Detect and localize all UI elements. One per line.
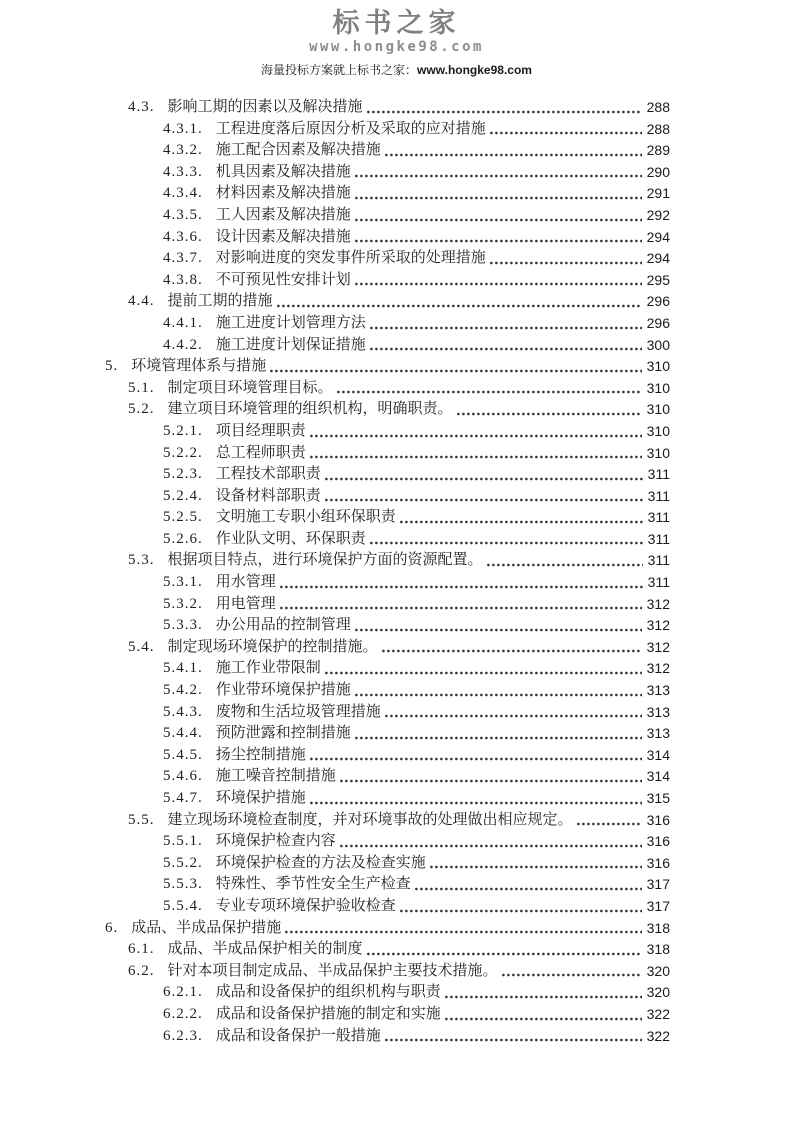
toc-entry-number: 5. [105, 358, 119, 375]
toc-entry [105, 658, 670, 680]
toc-entry-page: 312 [646, 617, 670, 634]
toc-entry-title: 环境保护检查的方法及检查实施 [215, 854, 426, 871]
toc-entry-number: 5.4.3. [163, 703, 203, 720]
toc-leader-dots [270, 369, 641, 373]
toc-entry-page: 310 [646, 401, 670, 418]
toc-entry-page: 320 [646, 984, 670, 1001]
toc-entry [105, 615, 670, 637]
toc-entry [105, 594, 670, 616]
toc-entry-page: 296 [646, 314, 670, 331]
toc-entry-title: 扬尘控制措施 [215, 746, 306, 763]
toc-entry-number: 5.3. [128, 552, 155, 569]
toc-entry-page: 312 [646, 638, 670, 655]
toc-entry [105, 939, 670, 961]
toc-entry-number: 5.2.4. [163, 487, 203, 504]
toc-leader-dots [382, 649, 642, 653]
toc-entry-title: 施工进度计划保证措施 [215, 336, 366, 353]
toc-leader-dots [325, 671, 642, 675]
toc-entry-title: 用水管理 [215, 574, 276, 591]
toc-entry-number: 5.4.7. [163, 790, 203, 806]
toc-leader-dots [502, 973, 642, 977]
toc-entry-number: 5.3.3. [163, 617, 203, 634]
toc-entry-page: 289 [646, 142, 670, 159]
toc-entry [105, 270, 670, 292]
site-tagline [0, 63, 793, 77]
toc-entry [105, 291, 670, 313]
toc-entry-number: 4.4. [128, 293, 155, 310]
toc-entry-number: 5.5.2. [163, 854, 203, 871]
toc-entry-title: 项目经理职责 [215, 422, 306, 439]
toc-entry [105, 421, 670, 443]
toc-entry-number: 6.2.2. [163, 1005, 203, 1022]
toc-entry-number: 4.4.2. [163, 336, 203, 353]
toc-entry-title: 成品和设备保护的组织机构与职责 [215, 984, 441, 1001]
toc-entry-number: 4.3.1. [163, 120, 203, 137]
toc-entry-number: 5.2.6. [163, 530, 203, 547]
toc-entry-title: 设计因素及解决措施 [215, 228, 351, 245]
toc-entry-title: 总工程师职责 [215, 444, 306, 461]
toc-entry [105, 140, 670, 162]
toc-entry-number: 6.2. [128, 962, 155, 979]
toc-entry-page: 313 [646, 725, 670, 742]
toc-entry-title: 作业带环境保护措施 [215, 682, 351, 699]
toc-entry [105, 723, 670, 745]
toc-entry-title: 废物和生活垃圾管理措施 [215, 703, 381, 720]
toc-entry-page: 310 [646, 444, 670, 461]
toc-entry [105, 572, 670, 594]
toc-leader-dots [385, 1038, 642, 1042]
toc-entry-number: 5.5.4. [163, 897, 203, 914]
toc-entry-title: 设备材料部职责 [215, 487, 321, 504]
tagline-prefix: 海量投标方案就上标书之家： [261, 63, 418, 77]
toc-entry-title: 文明施工专职小组环保职责 [215, 509, 396, 526]
toc-entry-number: 5.2.2. [163, 444, 203, 461]
toc-leader-dots [355, 196, 642, 200]
toc-entry [105, 205, 670, 227]
toc-entry-page: 320 [646, 962, 670, 979]
toc-leader-dots [325, 498, 643, 502]
toc-entry-number: 5.1. [128, 379, 155, 396]
toc-entry-title: 成品和设备保护一般措施 [215, 1027, 381, 1044]
toc-entry-page: 317 [646, 876, 670, 893]
toc-entry-page: 288 [646, 120, 670, 137]
toc-leader-dots [577, 822, 642, 826]
toc-leader-dots [285, 930, 641, 934]
toc-entry-title: 工程进度落后原因分析及采取的应对措施 [215, 120, 486, 137]
toc-entry [105, 464, 670, 486]
toc-entry-title: 影响工期的因素以及解决措施 [167, 99, 363, 115]
toc-entry [105, 399, 670, 421]
toc-entry-page: 316 [646, 854, 670, 871]
toc-leader-dots [385, 153, 642, 157]
toc-entry [105, 1026, 670, 1048]
toc-entry [105, 1004, 670, 1026]
toc-entry-number: 6. [105, 919, 119, 936]
toc-entry-title: 作业队文明、环保职责 [215, 530, 366, 547]
toc-entry-page: 311 [647, 530, 670, 547]
toc-entry-page: 300 [646, 336, 670, 353]
toc-leader-dots [430, 865, 642, 869]
toc-entry [105, 788, 670, 810]
toc-entry-page: 312 [646, 660, 670, 677]
toc-entry-page: 288 [646, 99, 670, 115]
toc-entry-number: 5.4.2. [163, 682, 203, 699]
toc-entry-page: 313 [646, 682, 670, 699]
toc-entry-title: 对影响进度的突发事件所采取的处理措施 [215, 250, 486, 267]
toc-entry-number: 4.3.4. [163, 185, 203, 202]
toc-leader-dots [355, 239, 642, 243]
toc-entry [105, 702, 670, 724]
toc-entry-number: 5.4. [128, 638, 155, 655]
toc-entry-page: 312 [646, 595, 670, 612]
toc-entry-number: 4.3.5. [163, 206, 203, 223]
toc-entry [105, 961, 670, 983]
toc-leader-dots [310, 801, 642, 805]
toc-entry-page: 318 [646, 919, 670, 936]
toc-entry-page: 314 [646, 746, 670, 763]
toc-entry [105, 680, 670, 702]
toc-leader-dots [457, 412, 642, 416]
toc-entry-number: 5.3.2. [163, 595, 203, 612]
toc-entry-number: 5.3.1. [163, 574, 203, 591]
toc-entry-title: 办公用品的控制管理 [215, 617, 351, 634]
toc-entry-number: 6.1. [128, 941, 155, 958]
toc-leader-dots [310, 757, 642, 761]
toc-entry-title: 施工配合因素及解决措施 [215, 142, 381, 159]
toc-entry-page: 322 [646, 1005, 670, 1022]
toc-entry-page: 292 [646, 206, 670, 223]
toc-entry-number: 6.2.3. [163, 1027, 203, 1044]
toc-leader-dots [385, 714, 642, 718]
toc-entry-number: 5.4.6. [163, 768, 203, 785]
toc-leader-dots [367, 110, 642, 114]
toc-entry [105, 378, 670, 400]
toc-entry-page: 311 [647, 487, 670, 504]
site-url-text: www.hongke98.com [309, 39, 484, 55]
toc-leader-dots [280, 606, 642, 610]
toc-entry-title: 成品和设备保护措施的制定和实施 [215, 1005, 441, 1022]
toc-entry-page: 310 [646, 379, 670, 396]
toc-leader-dots [400, 909, 642, 913]
toc-leader-dots [490, 131, 642, 135]
toc-entry [105, 637, 670, 659]
site-logo: 标书之家 [332, 8, 461, 38]
page-header [0, 0, 793, 77]
toc-entry-number: 5.2.1. [163, 422, 203, 439]
toc-entry [105, 982, 670, 1004]
toc-entry [105, 313, 670, 335]
toc-entry-title: 预防泄露和控制措施 [215, 725, 351, 742]
toc-entry-number: 5.4.4. [163, 725, 203, 742]
toc-entry-number: 5.5. [128, 811, 155, 828]
toc-entry [105, 831, 670, 853]
toc-entry [105, 97, 670, 119]
toc-leader-dots [355, 693, 642, 697]
toc-entry-number: 4.4.1. [163, 314, 203, 331]
toc-entry [105, 529, 670, 551]
toc [105, 97, 670, 1047]
toc-entry-title: 成品、半成品保护相关的制度 [167, 941, 363, 958]
toc-entry-page: 316 [646, 833, 670, 850]
toc-leader-dots [325, 477, 643, 481]
toc-entry-page: 294 [646, 250, 670, 267]
toc-entry-page: 291 [646, 185, 670, 202]
toc-entry [105, 162, 670, 184]
toc-leader-dots [367, 952, 642, 956]
toc-entry-title: 根据项目特点，进行环境保护方面的资源配置。 [167, 552, 483, 569]
toc-entry [105, 874, 670, 896]
toc-entry-title: 施工作业带限制 [215, 660, 321, 677]
toc-entry [105, 119, 670, 141]
toc-entry [105, 443, 670, 465]
toc-entry [105, 745, 670, 767]
toc-leader-dots [355, 282, 642, 286]
toc-entry-title: 环境保护检查内容 [215, 833, 336, 850]
toc-entry-page: 311 [647, 552, 670, 569]
toc-entry-title: 成品、半成品保护措施 [131, 919, 282, 936]
toc-entry-page: 310 [646, 422, 670, 439]
toc-leader-dots [340, 844, 642, 848]
toc-leader-dots [487, 563, 643, 567]
toc-entry-page: 311 [647, 574, 670, 591]
toc-entry-title: 针对本项目制定成品、半成品保护主要技术措施。 [167, 962, 498, 979]
toc-leader-dots [370, 541, 643, 545]
toc-entry [105, 356, 670, 378]
toc-entry [105, 810, 670, 832]
toc-entry-page: 316 [646, 811, 670, 828]
toc-leader-dots [445, 995, 642, 999]
toc-leader-dots [355, 628, 642, 632]
toc-leader-dots [400, 520, 643, 524]
toc-leader-dots [370, 326, 642, 330]
toc-entry [105, 550, 670, 572]
toc-entry-title: 施工噪音控制措施 [215, 768, 336, 785]
toc-entry [105, 335, 670, 357]
toc-entry-number: 4.3.3. [163, 163, 203, 180]
toc-entry-number: 5.2.3. [163, 466, 203, 483]
toc-entry-number: 6.2.1. [163, 984, 203, 1001]
toc-entry-title: 建立现场环境检查制度，并对环境事故的处理做出相应规定。 [167, 811, 573, 828]
toc-entry-title: 工人因素及解决措施 [215, 206, 351, 223]
toc-entry-page: 294 [646, 228, 670, 245]
toc-entry-title: 环境管理体系与措施 [131, 358, 267, 375]
toc-entry [105, 766, 670, 788]
toc-entry-page: 313 [646, 703, 670, 720]
toc-entry-page: 311 [647, 509, 670, 526]
toc-entry-number: 4.3.6. [163, 228, 203, 245]
toc-leader-dots [355, 736, 642, 740]
toc-entry-number: 5.5.1. [163, 833, 203, 850]
toc-entry-title: 制定现场环境保护的控制措施。 [167, 638, 378, 655]
toc-entry [105, 896, 670, 918]
toc-entry-title: 机具因素及解决措施 [215, 163, 351, 180]
toc-entry [105, 853, 670, 875]
toc-entry-number: 5.2. [128, 401, 155, 418]
toc-leader-dots [355, 174, 642, 178]
toc-entry-title: 提前工期的措施 [167, 293, 273, 310]
toc-leader-dots [340, 779, 642, 783]
tagline-url: www.hongke98.com [417, 63, 532, 77]
toc-entry-title: 特殊性、季节性安全生产检查 [215, 876, 411, 893]
toc-entry [105, 507, 670, 529]
toc-leader-dots [310, 455, 642, 459]
toc-leader-dots [490, 261, 642, 265]
toc-leader-dots [337, 390, 642, 394]
toc-entry-number: 5.4.1. [163, 660, 203, 677]
toc-entry-page: 290 [646, 163, 670, 180]
toc-entry-page: 311 [647, 466, 670, 483]
toc-entry-number: 4.3. [128, 99, 155, 115]
toc-leader-dots [355, 218, 642, 222]
toc-entry-page: 317 [646, 897, 670, 914]
toc-leader-dots [370, 347, 642, 351]
toc-entry-title: 环境保护措施 [215, 790, 306, 806]
toc-entry-title: 专业专项环境保护验收检查 [215, 897, 396, 914]
toc-entry-page: 310 [646, 358, 670, 375]
toc-entry-number: 5.4.5. [163, 746, 203, 763]
toc-entry-page: 315 [646, 790, 670, 806]
toc-leader-dots [445, 1017, 642, 1021]
toc-entry-number: 5.2.5. [163, 509, 203, 526]
toc-entry [105, 183, 670, 205]
toc-entry [105, 248, 670, 270]
toc-entry-title: 不可预见性安排计划 [215, 271, 351, 288]
toc-leader-dots [280, 585, 643, 589]
toc-entry-number: 4.3.8. [163, 271, 203, 288]
toc-entry-number: 4.3.2. [163, 142, 203, 159]
toc-entry-title: 制定项目环境管理目标。 [167, 379, 333, 396]
toc-entry-title: 用电管理 [215, 595, 276, 612]
toc-entry-page: 322 [646, 1027, 670, 1044]
toc-entry [105, 918, 670, 940]
toc-entry [105, 227, 670, 249]
toc-leader-dots [310, 434, 642, 438]
toc-leader-dots [277, 304, 642, 308]
toc-entry-page: 295 [646, 271, 670, 288]
toc-entry-page: 314 [646, 768, 670, 785]
toc-entry-number: 4.3.7. [163, 250, 203, 267]
toc-entry-title: 工程技术部职责 [215, 466, 321, 483]
toc-entry-title: 施工进度计划管理方法 [215, 314, 366, 331]
toc-leader-dots [415, 887, 642, 891]
toc-entry [105, 486, 670, 508]
toc-entry-title: 建立项目环境管理的组织机构，明确职责。 [167, 401, 453, 418]
toc-entry-page: 296 [646, 293, 670, 310]
toc-entry-title: 材料因素及解决措施 [215, 185, 351, 202]
toc-entry-page: 318 [646, 941, 670, 958]
toc-entry-number: 5.5.3. [163, 876, 203, 893]
